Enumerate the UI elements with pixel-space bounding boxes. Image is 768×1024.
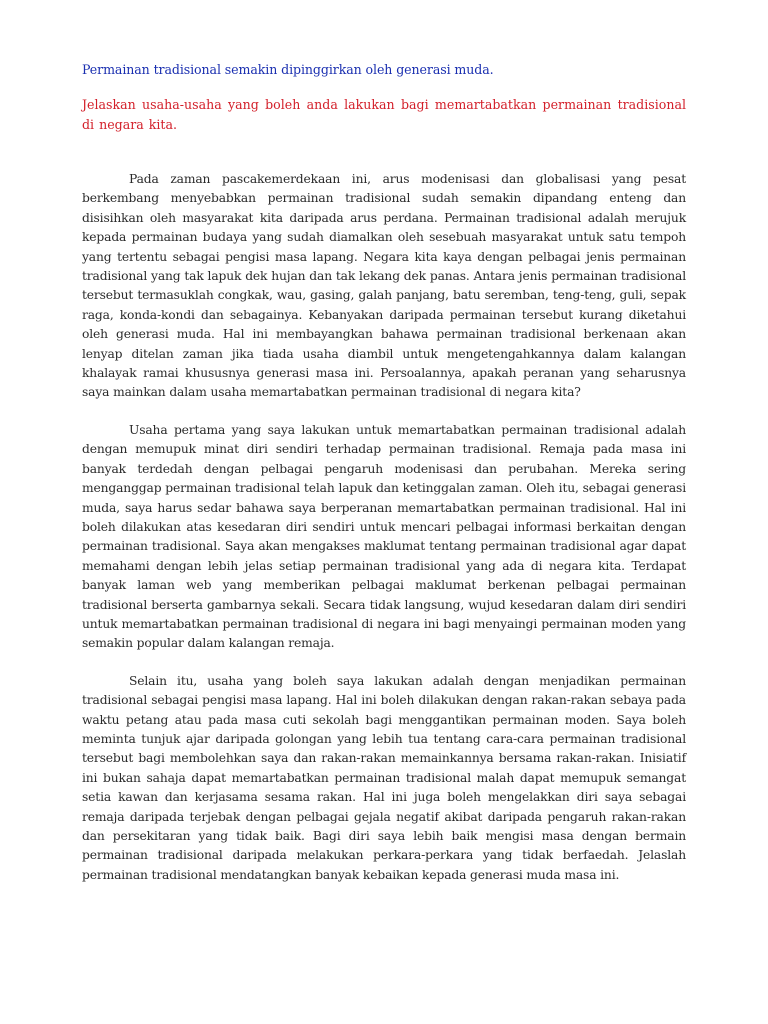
essay-title: Permainan tradisional semakin dipinggirkan oleh generasi muda.	[82, 62, 494, 77]
paragraph-second-point: Selain itu, usaha yang boleh saya lakukan adalah dengan menjadikan permainan tradisional sebagai pengisi masa lapang. Hal ini boleh dilakukan dengan rakan-rakan sebaya pada waktu petang atau pada masa cuti sekolah bagi menggantikan permainan moden. Saya boleh meminta tunjuk ajar daripada golongan yang lebih tua tentang cara-cara permainan tradisional tersebut bagi membolehkan saya dan rakan-rakan memainkannya bersama rakan-rakan. Inisiatif ini bukan sahaja dapat memartabatkan permainan tradisional malah dapat memupuk semangat setia kawan dan kerjasama sesama rakan. Hal ini juga boleh mengelakkan diri saya sebagai remaja daripada terjebak dengan pelbagai gejala negatif akibat daripada pengaruh rakan-rakan dan persekitaran yang tidak baik. Bagi diri saya lebih baik mengisi masa dengan bermain permainan tradisional daripada melakukan perkara-perkara yang tidak berfaedah. Jelaslah permainan tradisional mendatangkan banyak kebaikan kepada generasi muda masa ini.	[82, 673, 686, 882]
document-content	[82, 60, 686, 903]
essay-question: Jelaskan usaha-usaha yang boleh anda lakukan bagi memartabatkan permainan tradisional di negara kita.	[82, 97, 686, 132]
paragraph-first-point: Usaha pertama yang saya lakukan untuk memartabatkan permainan tradisional adalah dengan memupuk minat diri sendiri terhadap permainan tradisional. Remaja pada masa ini banyak terdedah dengan pelbagai pengaruh modenisasi dan perubahan. Mereka sering menganggap permainan tradisional telah lapuk dan ketinggalan zaman. Oleh itu, sebagai generasi muda, saya harus sedar bahawa saya berperanan memartabatkan permainan tradisional. Hal ini boleh dilakukan atas kesedaran diri sendiri untuk mencari pelbagai informasi berkaitan dengan permainan tradisional. Saya akan mengakses maklumat tentang permainan tradisional agar dapat memahami dengan lebih jelas setiap permainan tradisional yang ada di negara kita. Terdapat banyak laman web yang memberikan pelbagai maklumat berkenan pelbagai permainan tradisional berserta gambarnya sekali. Secara tidak langsung, wujud kesedaran dalam diri sendiri untuk memartabatkan permainan tradisional di negara ini bagi menyaingi permainan moden yang semakin popular dalam kalangan remaja.	[82, 422, 686, 651]
paragraph-introduction: Pada zaman pascakemerdekaan ini, arus modenisasi dan globalisasi yang pesat berkembang menyebabkan permainan tradisional sudah semakin dipandang enteng dan disisihkan oleh masyarakat kita daripada arus perdana. Permainan tradisional adalah merujuk kepada permainan budaya yang sudah diamalkan oleh sesebuah masyarakat untuk satu tempoh yang tertentu sebagai pengisi masa lapang. Negara kita kaya dengan pelbagai jenis permainan tradisional yang tak lapuk dek hujan dan tak lekang dek panas. Antara jenis permainan tradisional tersebut termasuklah congkak, wau, gasing, galah panjang, batu seremban, teng-teng, guli, sepak raga, konda-kondi dan sebagainya. Kebanyakan daripada permainan tersebut kurang diketahui oleh generasi muda. Hal ini membayangkan bahawa permainan tradisional berkenaan akan lenyap ditelan zaman jika tiada usaha diambil untuk mengetengahkannya dalam kalangan khalayak ramai khususnya generasi masa ini. Persoalannya, apakah peranan yang seharusnya saya mainkan dalam usaha memartabatkan permainan tradisional di negara kita?	[82, 172, 686, 400]
